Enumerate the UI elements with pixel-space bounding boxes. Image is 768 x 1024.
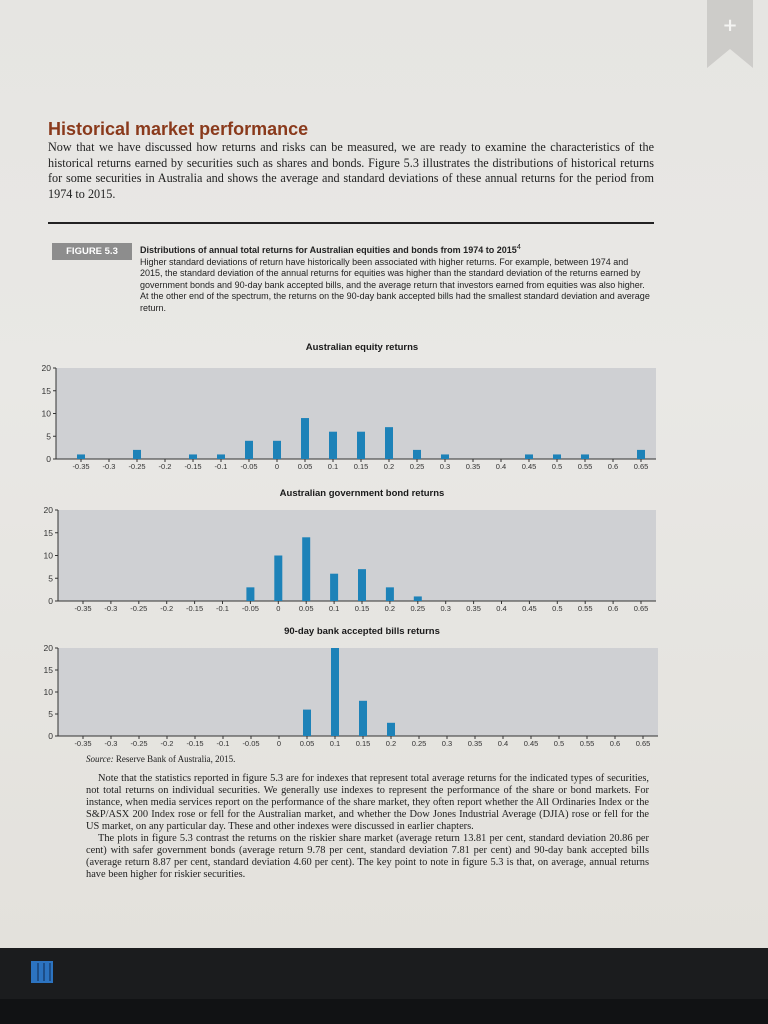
- x-tick-label: -0.15: [186, 604, 204, 613]
- bar: [77, 454, 85, 459]
- y-tick-label: 15: [43, 527, 53, 538]
- x-tick-label: -0.25: [130, 604, 148, 613]
- x-tick-label: 0: [274, 462, 280, 471]
- x-tick-label: 0.5: [551, 462, 563, 471]
- x-tick-label: 0.5: [552, 604, 563, 613]
- x-tick-label: 0.05: [298, 604, 314, 613]
- x-tick-label: 0.3: [439, 462, 451, 471]
- x-tick-label: -0.2: [160, 604, 174, 613]
- section-title: Historical market performance: [48, 119, 309, 139]
- y-tick-label: 20: [43, 505, 53, 515]
- x-tick-label: 0.1: [328, 604, 340, 613]
- body-paragraph: Note that the statistics reported in figure 5.3 are for indexes that represent total average returns for the indicated types of securities, not total returns on individual securities. We generally use indexes to represent the performance of the share or bond markets. For instance, when media services report on the performance of the share market, they often report whether the All Ordinaries Index or the S&P/ASX 200 Index rose or fell for the Australian market, and whether the Dow Jones Industrial Average (DJIA) rose or fell for the US market, on any particular day. These and other indexes were discussed in earlier chapters.: [86, 773, 649, 832]
- x-tick-label: 0.15: [353, 462, 369, 471]
- x-tick-label: 0.1: [329, 739, 341, 748]
- bar: [189, 454, 197, 459]
- caption-text: Higher standard deviations of return have historically been associated with higher returns. For example, between 1974 and 2015, the standard deviation of the annual returns for equities was higher than the standard deviation of the returns earned by government bonds and 90-day bank accepted bills, and the average return that investors earned from equities was also higher. At the other end of the spectrum, the returns on the 90-day bank accepted bills had the smallest standard deviation and average return.: [140, 256, 650, 313]
- source-text: Reserve Bank of Australia, 2015.: [115, 754, 236, 764]
- x-tick-label: 0.2: [384, 604, 396, 613]
- x-tick-label: -0.1: [216, 604, 229, 613]
- x-tick-label: -0.15: [184, 462, 202, 471]
- x-tick-label: -0.1: [214, 462, 228, 471]
- x-tick-label: 0.6: [609, 739, 621, 748]
- x-tick-label: 0.35: [465, 462, 481, 471]
- add-bookmark-icon[interactable]: +: [722, 15, 738, 36]
- x-tick-label: -0.05: [241, 604, 259, 613]
- body-paragraph: The plots in figure 5.3 contrast the returns on the riskier share market (average return 13.81 per cent, standard deviation 20.86 per cent) with safer government bonds (average return 9.78 per cent, standard deviation 7.81 per cent) and 90-day bank accepted bills (average return 8.87 per cent, standard deviation 4.60 per cent). The key point to note in figure 5.3 is that, on average, annual returns have been higher for riskier securities.: [86, 833, 649, 880]
- x-tick-label: -0.2: [158, 462, 172, 471]
- x-tick-label: 0.65: [635, 739, 651, 748]
- bar: [133, 450, 141, 459]
- x-tick-label: 0.45: [521, 462, 537, 471]
- y-tick-label: 10: [43, 687, 53, 697]
- x-tick-label: 0.4: [495, 462, 507, 471]
- plot-area: [58, 648, 658, 736]
- y-tick-label: 20: [43, 643, 53, 653]
- bar: [387, 723, 395, 736]
- x-tick-label: 0.2: [385, 739, 397, 748]
- bills-returns-chart: [0, 624, 768, 750]
- x-tick-label: 0.65: [633, 604, 649, 613]
- x-tick-label: 0.4: [497, 739, 509, 748]
- x-tick-label: 0.35: [467, 739, 483, 748]
- bar: [302, 537, 310, 601]
- y-tick-label: 10: [43, 550, 53, 561]
- plot-area: [56, 368, 656, 459]
- x-tick-label: 0.25: [410, 604, 426, 613]
- bar: [330, 574, 338, 601]
- figure-source: [86, 754, 235, 764]
- x-tick-label: 0: [276, 739, 282, 748]
- bar: [553, 454, 561, 459]
- x-tick-label: -0.05: [242, 739, 260, 748]
- x-tick-label: 0.25: [411, 739, 427, 748]
- x-tick-label: 0.55: [579, 739, 595, 748]
- divider: [48, 222, 654, 224]
- y-tick-label: 0: [48, 596, 53, 606]
- y-tick-label: 0: [48, 731, 53, 741]
- y-tick-label: 5: [46, 431, 51, 442]
- bar: [303, 710, 311, 736]
- figure-caption: [140, 241, 650, 315]
- bar: [301, 418, 309, 459]
- figure-badge: FIGURE 5.3: [52, 243, 132, 260]
- x-tick-label: -0.3: [104, 739, 118, 748]
- caption-heading: Distributions of annual total returns for Australian equities and bonds from 1974 to 2015: [140, 245, 517, 255]
- bar: [414, 596, 422, 601]
- x-tick-label: 0.1: [327, 462, 339, 471]
- bar: [217, 454, 225, 459]
- x-tick-label: -0.3: [104, 604, 118, 613]
- bar: [525, 454, 533, 459]
- y-tick-label: 5: [48, 709, 53, 719]
- bar: [385, 427, 393, 459]
- x-tick-label: 0.65: [633, 462, 649, 471]
- x-tick-label: -0.2: [160, 739, 174, 748]
- x-tick-label: -0.05: [240, 462, 258, 471]
- plot-area: [58, 510, 656, 601]
- app-grid-icon[interactable]: [31, 961, 53, 983]
- bar: [386, 587, 394, 601]
- x-tick-label: 0.4: [496, 604, 507, 613]
- x-tick-label: -0.15: [186, 739, 204, 748]
- equity-returns-chart: [0, 338, 768, 473]
- taskbar-strip: [0, 999, 768, 1024]
- y-tick-label: 5: [48, 573, 53, 584]
- bar: [273, 441, 281, 459]
- bar: [329, 432, 337, 459]
- bar: [331, 648, 339, 736]
- x-tick-label: 0.45: [522, 604, 537, 613]
- bar: [359, 701, 367, 736]
- intro-paragraph: Now that we have discussed how returns and risks can be measured, we are ready to examine the characteristics of the historical returns earned by securities such as shares and bonds. Figure 5.3 illustrates the distributions of historical returns for some securities in Australia and shows the average and standard deviations of these annual returns for the period from 1974 to 2015.: [48, 140, 654, 201]
- bar: [274, 556, 282, 602]
- x-tick-label: -0.3: [102, 462, 116, 471]
- y-tick-label: 0: [46, 454, 51, 464]
- bar: [413, 450, 421, 459]
- x-tick-label: 0.55: [577, 604, 593, 613]
- x-tick-label: 0.55: [577, 462, 593, 471]
- y-tick-label: 20: [41, 363, 51, 373]
- x-tick-label: 0: [276, 604, 281, 613]
- x-tick-label: 0.5: [553, 739, 565, 748]
- x-tick-label: 0.05: [299, 739, 315, 748]
- x-tick-label: 0.3: [441, 739, 453, 748]
- x-tick-label: 0.6: [607, 604, 619, 613]
- bar: [245, 441, 253, 459]
- x-tick-label: -0.35: [72, 462, 90, 471]
- bar: [441, 454, 449, 459]
- chart-title: 90-day bank accepted bills returns: [284, 626, 440, 637]
- x-tick-label: 0.15: [355, 739, 371, 748]
- x-tick-label: -0.25: [128, 462, 146, 471]
- x-tick-label: 0.6: [607, 462, 619, 471]
- x-tick-label: 0.15: [354, 604, 370, 613]
- x-tick-label: -0.25: [130, 739, 148, 748]
- bar: [357, 432, 365, 459]
- caption-footnote: 4: [516, 242, 521, 251]
- chart-title: Australian equity returns: [305, 342, 419, 353]
- bar: [246, 587, 254, 601]
- body-text: [86, 773, 649, 881]
- x-tick-label: 0.3: [440, 604, 451, 613]
- x-tick-label: 0.2: [383, 462, 395, 471]
- x-tick-label: -0.35: [74, 604, 92, 613]
- x-tick-label: -0.35: [74, 739, 92, 748]
- x-tick-label: 0.05: [297, 462, 313, 471]
- bond-returns-chart: [0, 484, 768, 614]
- x-tick-label: 0.25: [409, 462, 425, 471]
- bar: [637, 450, 645, 459]
- x-tick-label: -0.1: [216, 739, 230, 748]
- bar: [581, 454, 589, 459]
- source-label: Source:: [86, 754, 114, 764]
- x-tick-label: 0.45: [523, 739, 539, 748]
- y-tick-label: 15: [41, 385, 51, 396]
- x-tick-label: 0.35: [466, 604, 481, 613]
- y-tick-label: 10: [41, 408, 51, 419]
- bar: [358, 569, 366, 601]
- y-tick-label: 15: [43, 665, 53, 675]
- chart-title: Australian government bond returns: [279, 488, 445, 499]
